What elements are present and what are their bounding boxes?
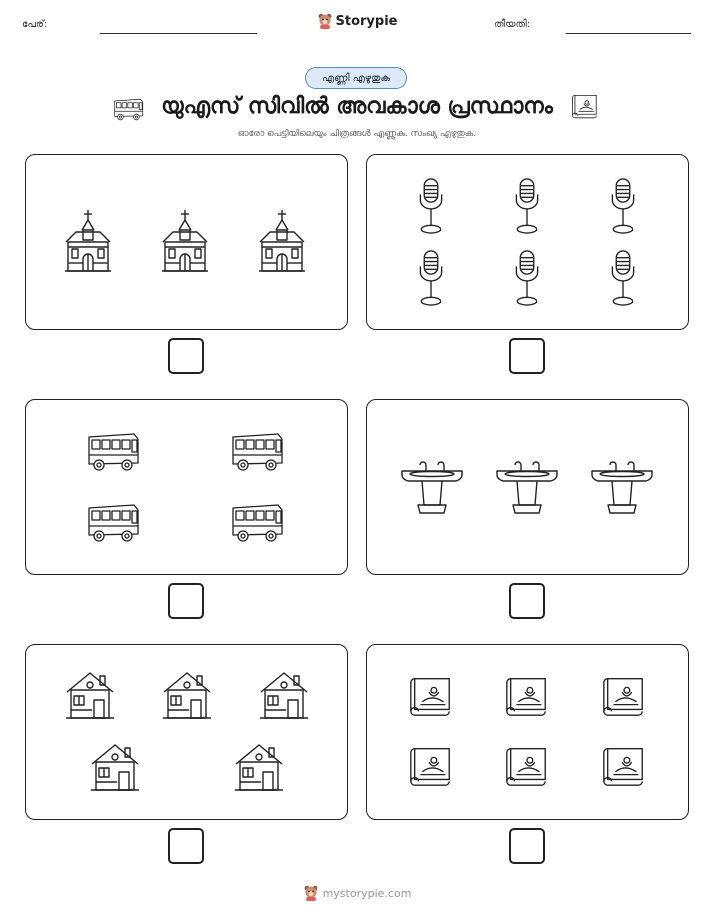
house-icon [234, 742, 284, 792]
map-scroll-icon [503, 674, 551, 718]
map-scroll-icon [407, 674, 455, 718]
church-icon [160, 209, 210, 273]
date-line[interactable] [566, 33, 691, 34]
bear-mascot-icon [303, 884, 319, 902]
map-scroll-icon [600, 744, 648, 788]
microphone-icon [416, 177, 446, 235]
house-icon [65, 670, 115, 720]
brand-name: Storypie [335, 13, 398, 29]
microphone-icon [416, 249, 446, 307]
answer-box-2[interactable] [509, 338, 545, 374]
answer-box-3[interactable] [168, 583, 204, 619]
bus-icon [86, 502, 142, 542]
house-icon [259, 670, 309, 720]
name-line[interactable] [100, 33, 257, 34]
drinking-fountain-icon [400, 457, 464, 517]
worksheet-title: യുഎസ് സിവിൽ അവകാശ പ്രസ്ഥാനം [161, 94, 553, 119]
map-scroll-icon [503, 744, 551, 788]
microphone-icon [608, 177, 638, 235]
answer-box-5[interactable] [168, 828, 204, 864]
map-scroll-icon [570, 93, 600, 119]
microphone-icon [512, 249, 542, 307]
drinking-fountain-icon [495, 457, 559, 517]
bus-icon [86, 431, 142, 471]
answer-box-1[interactable] [168, 338, 204, 374]
title-row [0, 92, 714, 124]
footer [0, 884, 714, 902]
worksheet-type-badge: എണ്ണി എഴുതുക [305, 67, 407, 89]
microphone-icon [512, 177, 542, 235]
bear-mascot-icon [317, 12, 333, 30]
church-icon [63, 209, 113, 273]
date-label: തീയതി: [494, 19, 531, 30]
house-icon [90, 742, 140, 792]
instructions: ഓരോ പെട്ടിയിലെയും ചിത്രങ്ങൾ എണ്ണുക. സംഖ്യ എഴുതുക. [237, 129, 477, 139]
map-scroll-icon [407, 744, 455, 788]
church-icon [257, 209, 307, 273]
bus-icon [230, 502, 286, 542]
name-label: പേര്: [22, 19, 48, 30]
microphone-icon [608, 249, 638, 307]
answer-box-6[interactable] [509, 828, 545, 864]
map-scroll-icon [600, 674, 648, 718]
brand-logo [0, 12, 714, 30]
footer-url[interactable]: mystorypie.com [322, 886, 412, 900]
counting-panel-6 [366, 644, 689, 820]
answer-box-4[interactable] [509, 583, 545, 619]
house-icon [162, 670, 212, 720]
counting-panel-3 [25, 399, 348, 575]
drinking-fountain-icon [590, 457, 654, 517]
bus-icon [230, 431, 286, 471]
